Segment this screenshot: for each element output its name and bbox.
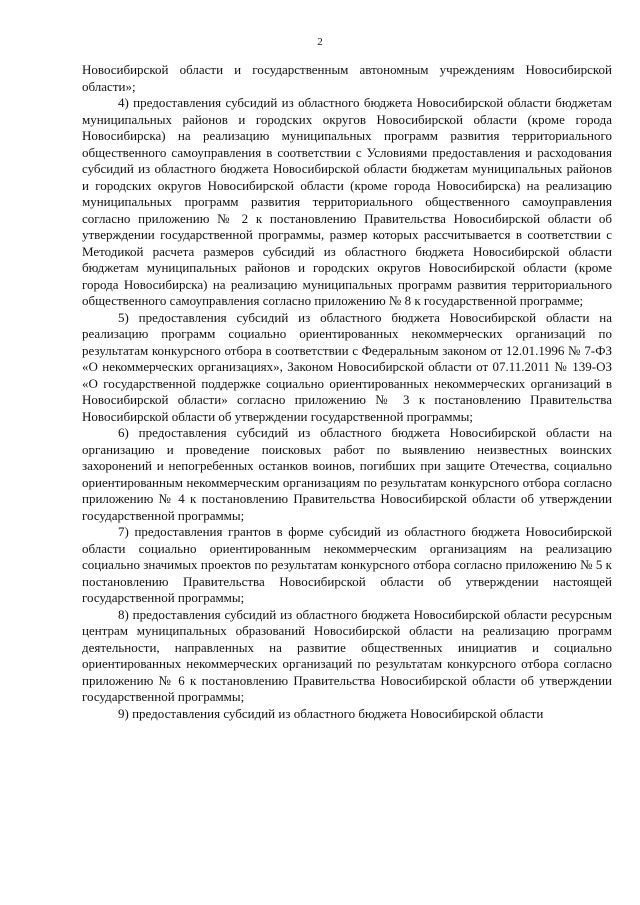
document-body [82,62,612,722]
paragraph-item-9: 9) предоставления субсидий из областного бюджета Новосибирской области [118,705,544,721]
paragraph-item-6: 6) предоставления субсидий из областного бюджета Новосибирской области на организацию и проведение поисковых работ по выявлению неизвестных воинских захоронений и непогребенных останков воинов, погибших при защите Отечества, социально ориентированным некоммерческим организациям по результатам конкурсного отбора согласно приложению № 4 к постановлению Правительства Новосибирской области об утверждении государственной программы; [82,425,612,523]
paragraph-item-8: 8) предоставления субсидий из областного бюджета Новосибирской области ресурсным центрам муниципальных образований Новосибирской области на реализацию программ деятельности, направленных на развитие общественных инициатив и социально ориентированных некоммерческих организаций по результатам конкурсного отбора согласно приложению № 6 к постановлению Правительства Новосибирской области об утверждении государственной программы; [82,606,612,704]
paragraph-item-5: 5) предоставления субсидий из областного бюджета Новосибирской области на реализацию программ социально ориентированных некоммерческих организаций по результатам конкурсного отбора в соответствии с Федеральным законом от 12.01.1996 № 7-ФЗ «О некоммерческих организациях», Законом Новосибирской области от 07.11.2011 № 139-ОЗ «О государственной поддержке социально ориентированных некоммерческих организаций в Новосибирской области» согласно приложению № 3 к постановлению Правительства Новосибирской области об утверждении государственной программы; [82,309,612,424]
paragraph-item-4: 4) предоставления субсидий из областного бюджета Новосибирской области бюджетам муниципальных районов и городских округов Новосибирской области (кроме города Новосибирска) на реализацию муниципальных программ развития территориального общественного самоуправления в соответствии с Условиями предоставления и расходования субсидий из областного бюджета Новосибирской области бюджетам муниципальных районов и городских округов Новосибирской области (кроме города Новосибирска) на реализацию муниципальных программ развития территориального общественного самоуправления согласно приложению № 2 к постановлению Правительства Новосибирской области об утверждении государственной программы, размер которых рассчитывается в соответствии с Методикой расчета размеров субсидий из областного бюджета Новосибирской области бюджетам муниципальных районов и городских округов Новосибирской области (кроме города Новосибирска) на реализацию муниципальных программ развития территориального общественного самоуправления согласно приложению № 8 к государственной программе; [82,95,612,308]
paragraph-continuation: Новосибирской области и государственным автономным учреждениям Новосибирской области»; [82,62,612,94]
page-number: 2 [317,36,323,48]
paragraph-item-7: 7) предоставления грантов в форме субсидий из областного бюджета Новосибирской области социально ориентированным некоммерческим организациям на реализацию социально значимых проектов по результатам конкурсного отбора согласно приложению № 5 к постановлению Правительства Новосибирской области об утверждении настоящей государственной программы; [82,524,612,605]
